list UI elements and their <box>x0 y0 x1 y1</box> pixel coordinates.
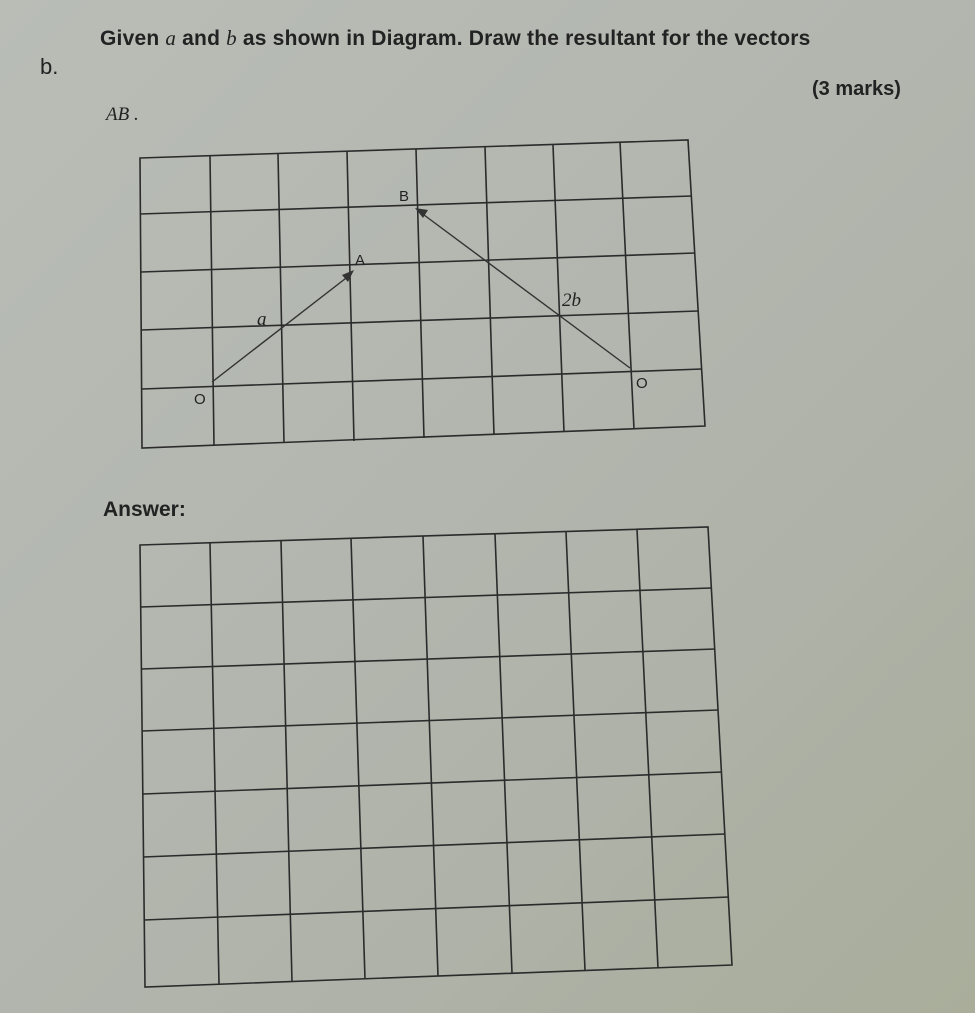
marks-label: (3 marks) <box>812 78 901 100</box>
vector-a-symbol: a <box>165 26 177 50</box>
point-b-label: B <box>399 188 410 205</box>
question-text-prefix: Given <box>100 27 160 50</box>
question-text-suffix: as shown in Diagram. Draw the resultant for the vectors <box>242 27 811 50</box>
question-text-and: and <box>182 27 221 50</box>
vector-2b-arrow <box>415 208 630 368</box>
vector-b-symbol: b <box>226 26 237 50</box>
question-letter: b. <box>40 54 59 79</box>
answer-grid[interactable] <box>140 527 732 987</box>
answer-label: Answer: <box>103 498 186 521</box>
diagram-grid <box>140 140 705 448</box>
vector-2b-label: 2b <box>562 290 581 311</box>
target-vector-label: AB . <box>106 104 139 125</box>
origin-right-label: O <box>636 375 648 392</box>
origin-left-label: O <box>194 391 206 408</box>
vector-a-label: a <box>257 309 267 330</box>
point-a-label: A <box>355 252 366 269</box>
